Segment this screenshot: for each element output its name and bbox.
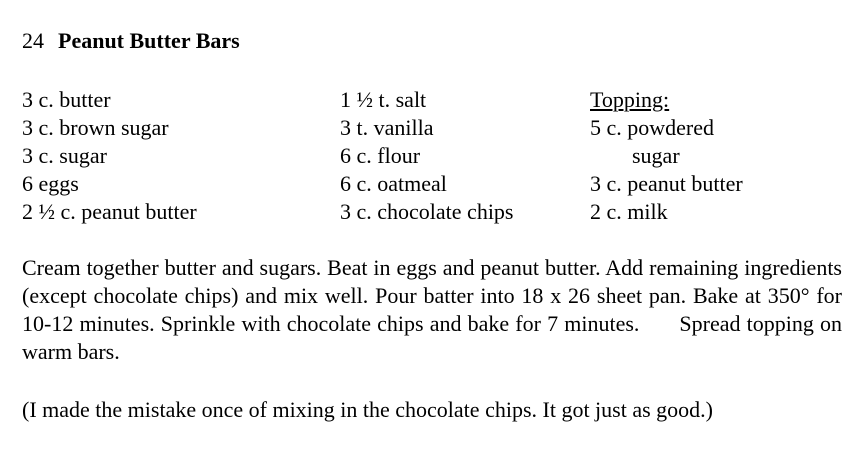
note-text: (I made the mistake once of mixing in the chocolate chips. It got just as good.) xyxy=(22,397,713,422)
ingredient-item: 1 ½ t. salt xyxy=(340,87,427,112)
ingredient-item: 6 eggs xyxy=(22,171,79,196)
topping-heading: Topping: xyxy=(590,87,670,112)
topping-item: 5 c. powdered xyxy=(590,115,715,140)
ingredient-item: 3 c. chocolate chips xyxy=(340,199,514,224)
instructions-text: Cream together butter and sugars. Beat in eggs and peanut butter. Add remaining ingredients (except chocolate chips) and mix well. Pour batter into 18 x 26 sheet pan. Bake at 350° for 10-12 minutes. Sprinkle with chocolate chips and bake for 7 minutes. xyxy=(22,255,842,336)
ingredient-item: 6 c. flour xyxy=(340,143,421,168)
ingredient-item: 6 c. oatmeal xyxy=(340,171,447,196)
topping-item: 2 c. milk xyxy=(590,199,668,224)
ingredient-item: 2 ½ c. peanut butter xyxy=(22,199,197,224)
ingredients-column-1 xyxy=(22,86,197,226)
topping-item: 3 c. peanut butter xyxy=(590,171,743,196)
instructions-end-text: Spread topping on warm bars. xyxy=(22,311,842,364)
topping-column xyxy=(590,86,743,226)
ingredient-item: 3 c. brown sugar xyxy=(22,115,169,140)
ingredient-item: 3 t. vanilla xyxy=(340,115,434,140)
ingredient-item: 3 c. butter xyxy=(22,87,111,112)
ingredient-item: 3 c. sugar xyxy=(22,143,107,168)
recipe-number: 24 xyxy=(22,28,44,53)
instructions-paragraph xyxy=(22,254,842,366)
recipe-name: Peanut Butter Bars xyxy=(58,28,240,53)
ingredients-column-2 xyxy=(340,86,514,226)
topping-item: sugar xyxy=(632,143,680,168)
note-paragraph xyxy=(22,396,842,424)
recipe-title xyxy=(22,28,240,54)
